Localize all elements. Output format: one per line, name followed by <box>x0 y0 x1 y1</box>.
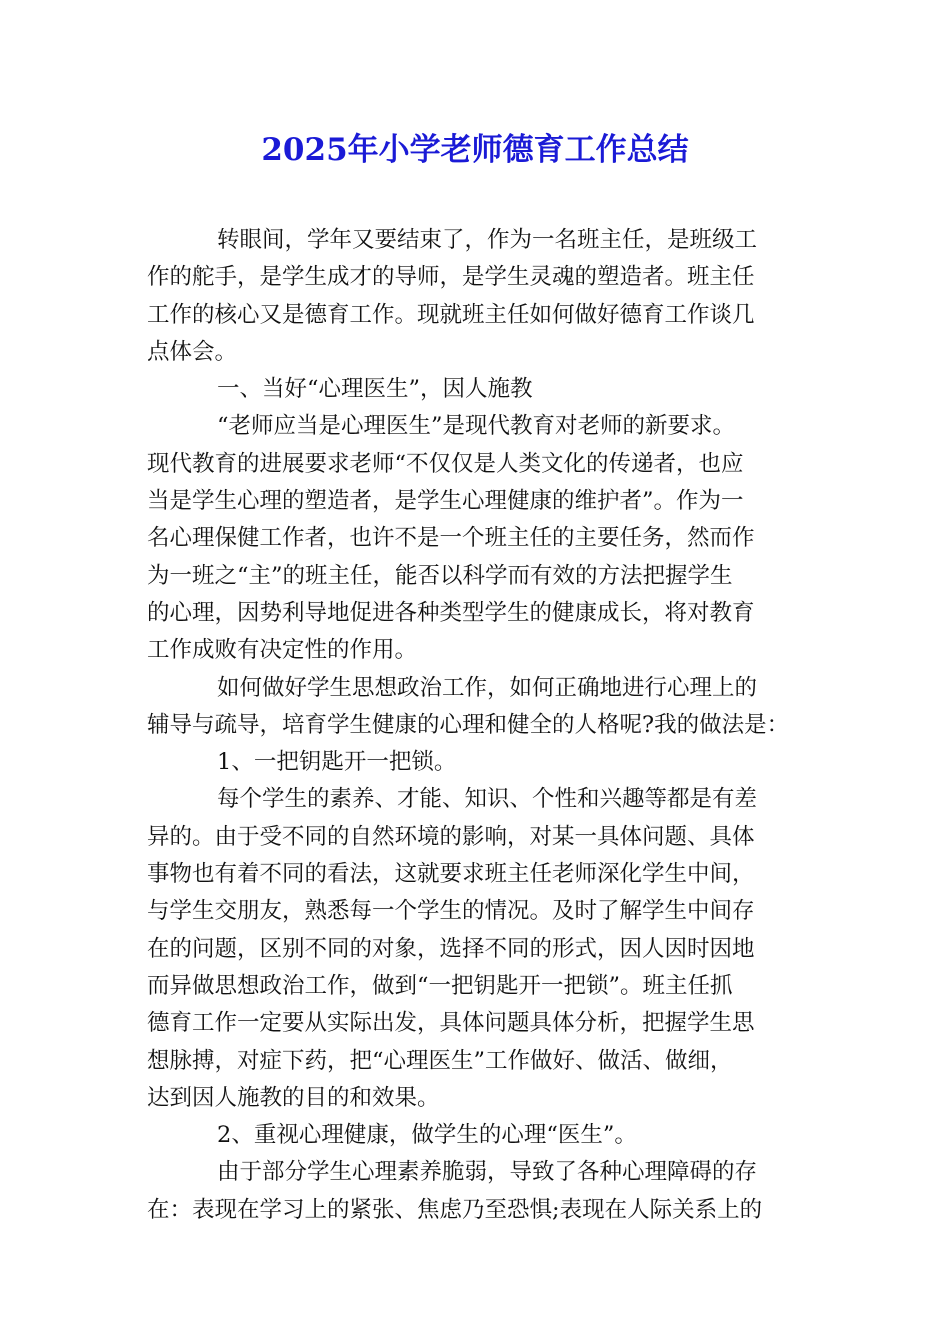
text-line: 在：表现在学习上的紧张、焦虑乃至恐惧;表现在人际关系上的 <box>147 1196 763 1223</box>
text-line: 想脉搏，对症下药，把“心理医生”工作做好、做活、做细， <box>147 1047 733 1074</box>
text-line: 作的舵手，是学生成才的导师，是学生灵魂的塑造者。班主任 <box>147 264 755 291</box>
text-line: 辅导与疏导，培育学生健康的心理和健全的人格呢?我的做法是： <box>147 711 790 738</box>
text-line: 点体会。 <box>147 338 238 365</box>
text-line: 工作成败有决定性的作用。 <box>147 637 418 664</box>
text-line: 当是学生心理的塑造者，是学生心理健康的维护者”。作为一 <box>147 488 744 515</box>
document-title: 2025年小学老师德育工作总结 <box>261 132 689 168</box>
text-line: 转眼间，学年又要结束了，作为一名班主任，是班级工 <box>217 227 758 253</box>
text-line: 在的问题，区别不同的对象，选择不同的形式，因人因时因地 <box>147 935 755 962</box>
text-line: 如何做好学生思想政治工作，如何正确地进行心理上的 <box>217 674 758 701</box>
text-line: 名心理保健工作者，也许不是一个班主任的主要任务，然而作 <box>147 525 755 552</box>
text-line: 的心理，因势利导地促进各种类型学生的健康成长，将对教育 <box>147 599 755 626</box>
text-line: 2、重视心理健康，做学生的心理“医生”。 <box>217 1122 637 1149</box>
text-line: 事物也有着不同的看法，这就要求班主任老师深化学生中间， <box>147 861 755 888</box>
text-line: 达到因人施教的目的和效果。 <box>147 1084 440 1111</box>
text-line: 德育工作一定要从实际出发，具体问题具体分析，把握学生思 <box>147 1010 755 1037</box>
text-line: 工作的核心又是德育工作。现就班主任如何做好德育工作谈几 <box>147 301 755 328</box>
text-line: 而异做思想政治工作，做到“一把钥匙开一把锁”。班主任抓 <box>147 972 733 999</box>
text-line: 异的。由于受不同的自然环境的影响，对某一具体问题、具体 <box>147 823 755 850</box>
text-line: 每个学生的素养、才能、知识、个性和兴趣等都是有差 <box>217 786 758 813</box>
text-line: 由于部分学生心理素养脆弱，导致了各种心理障碍的存 <box>217 1159 758 1186</box>
text-line: 一、当好“心理医生”，因人施教 <box>217 376 533 403</box>
text-line: 1、一把钥匙开一把锁。 <box>217 749 457 776</box>
text-line: 现代教育的进展要求老师“不仅仅是人类文化的传递者，也应 <box>147 450 744 477</box>
text-line: 与学生交朋友，熟悉每一个学生的情况。及时了解学生中间存 <box>147 898 755 925</box>
text-line: 为一班之“主”的班主任，能否以科学而有效的方法把握学生 <box>147 562 733 589</box>
text-line: “老师应当是心理医生”是现代教育对老师的新要求。 <box>217 413 736 440</box>
document-body <box>147 222 807 1229</box>
